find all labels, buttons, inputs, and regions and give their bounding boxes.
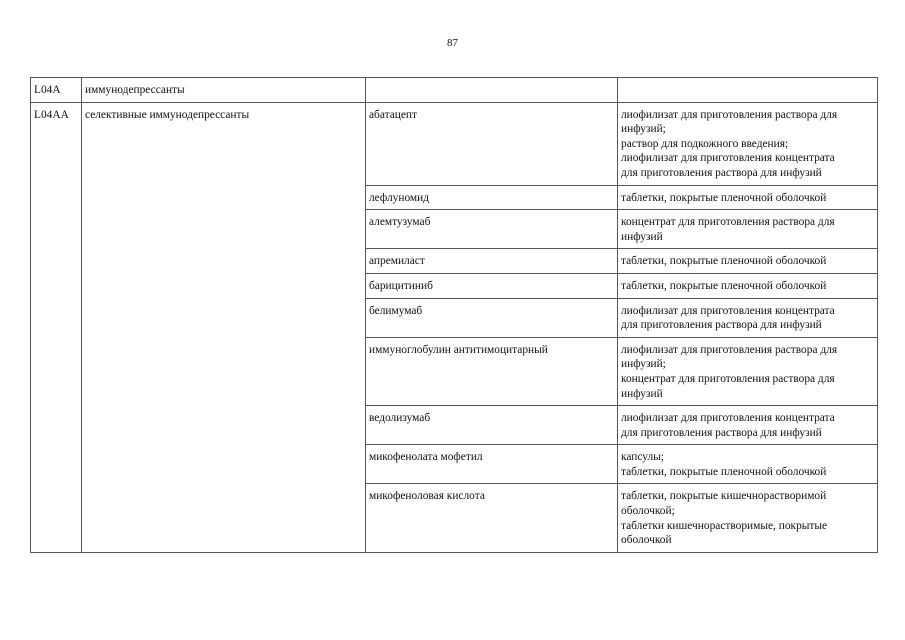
drug-table [30,77,878,553]
dosage-form-line: раствор для подкожного введения; [621,137,789,150]
drug-name-cell: иммуноглобулин антитимоцитарный [366,337,618,405]
drug-name-cell: белимумаб [366,298,618,337]
dosage-form-line: оболочкой [621,534,672,547]
dosage-form-line: таблетки, покрытые пленочной оболочкой [621,255,827,268]
drug-name-cell: микофенолата мофетил [366,445,618,484]
dosage-form-line: инфузий; [621,123,666,136]
drug-name-cell: лефлуномид [366,185,618,210]
dosage-form-line: инфузий; [621,358,666,371]
dosage-form-cell [618,337,878,405]
subgroup-name-cell: селективные иммунодепрессанты [82,102,366,552]
dosage-form-line: инфузий [621,387,663,400]
drug-name-cell: ведолизумаб [366,406,618,445]
dosage-form-line: таблетки, покрытые пленочной оболочкой [621,279,827,292]
table-row-group [31,78,878,103]
empty-cell [366,78,618,103]
dosage-form-line: таблетки, покрытые кишечнорастворимой [621,490,827,503]
dosage-form-cell [618,210,878,249]
dosage-form-line: концентрат для приготовления раствора для [621,372,835,385]
dosage-form-cell [618,185,878,210]
dosage-form-line: лиофилизат для приготовления концентрата [621,152,835,165]
dosage-form-cell [618,273,878,298]
group-name-cell: иммунодепрессанты [82,78,366,103]
dosage-form-line: капсулы; [621,451,664,464]
dosage-form-line: оболочкой; [621,505,675,518]
drug-name-cell: микофеноловая кислота [366,484,618,552]
dosage-form-cell [618,484,878,552]
page-number: 87 [447,37,458,49]
drug-name-cell: абатацепт [366,102,618,185]
dosage-form-cell [618,298,878,337]
dosage-form-cell [618,249,878,274]
drug-name-cell: барицитиниб [366,273,618,298]
dosage-form-line: лиофилизат для приготовления концентрата [621,304,835,317]
dosage-form-line: для приготовления раствора для инфузий [621,426,822,439]
dosage-form-line: для приготовления раствора для инфузий [621,319,822,332]
dosage-form-line: таблетки, покрытые пленочной оболочкой [621,191,827,204]
table-body [31,78,878,553]
dosage-form-line: лиофилизат для приготовления раствора для [621,108,838,121]
table-row [31,102,878,185]
dosage-form-line: таблетки, покрытые пленочной оболочкой [621,465,827,478]
dosage-form-cell [618,102,878,185]
dosage-form-line: таблетки кишечнорастворимые, покрытые [621,519,828,532]
subgroup-code-cell: L04AA [31,102,82,552]
dosage-form-cell [618,406,878,445]
dosage-form-line: для приготовления раствора для инфузий [621,166,822,179]
dosage-form-line: лиофилизат для приготовления раствора для [621,343,838,356]
dosage-form-line: лиофилизат для приготовления концентрата [621,412,835,425]
dosage-form-cell [618,445,878,484]
dosage-form-line: инфузий [621,230,663,243]
dosage-form-line: концентрат для приготовления раствора для [621,216,835,229]
drug-name-cell: алемтузумаб [366,210,618,249]
drug-name-cell: апремиласт [366,249,618,274]
empty-cell [618,78,878,103]
group-code-cell: L04A [31,78,82,103]
